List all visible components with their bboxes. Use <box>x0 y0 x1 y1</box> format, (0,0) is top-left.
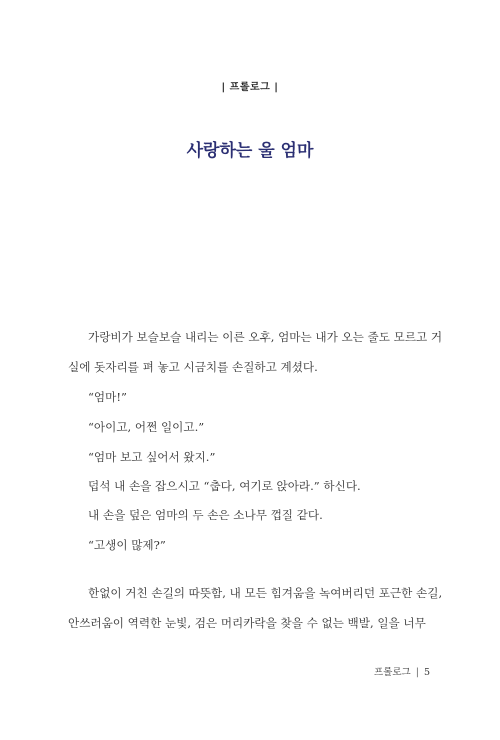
footer-section-name: 프롤로그 <box>374 667 411 678</box>
body-line: “고생이 많제?” <box>88 538 166 552</box>
body-line: 가랑비가 보슬보슬 내리는 이른 오후, 엄마는 내가 오는 줄도 모르고 거 <box>88 330 443 344</box>
body-line: “엄마!” <box>88 390 127 404</box>
body-line: 덥석 내 손을 잡으시고 “춥다, 여기로 앉아라.” 하신다. <box>88 479 361 493</box>
footer-separator: | <box>415 667 419 678</box>
body-line: “아이고, 어쩐 일이고.” <box>88 420 205 434</box>
body-line: 안쓰러움이 역력한 눈빛, 검은 머리카락을 찾을 수 없는 백발, 일을 너무 <box>68 616 426 630</box>
section-label: | 프롤로그 | <box>221 82 279 93</box>
body-line: “엄마 보고 싶어서 왔지.” <box>88 450 216 464</box>
body-line: 내 손을 덮은 엄마의 두 손은 소나무 껍질 같다. <box>88 508 323 522</box>
page-footer <box>374 664 430 678</box>
body-line: 실에 돗자리를 펴 놓고 시금치를 손질하고 계셨다. <box>68 360 318 374</box>
page-number: 5 <box>423 667 430 678</box>
chapter-title: 사랑하는 울 엄마 <box>186 141 314 161</box>
body-line: 한없이 거친 손길의 따뜻함, 내 모든 힘겨움을 녹여버리던 포근한 손길, <box>88 586 443 600</box>
